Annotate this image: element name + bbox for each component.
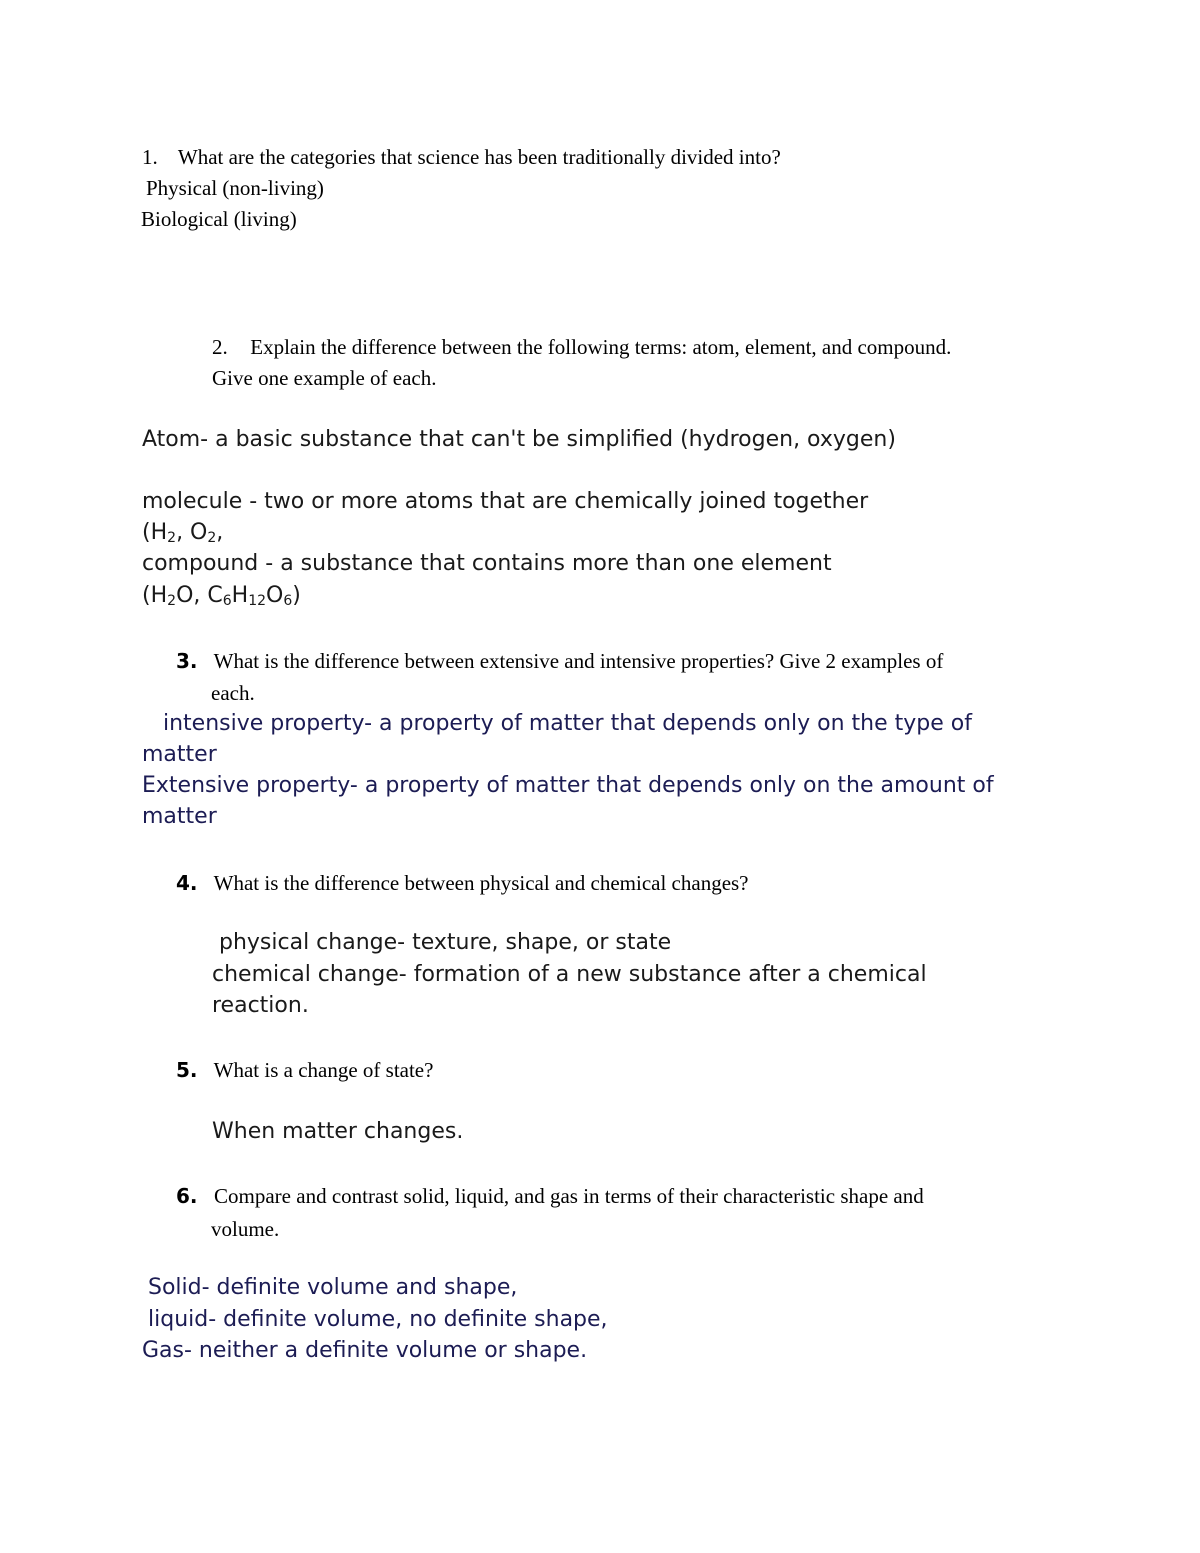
question-6 xyxy=(176,1181,924,1212)
question-2-text-line2: Give one example of each. xyxy=(212,366,437,390)
answer-4-physical: physical change- texture, shape, or state xyxy=(219,930,672,955)
question-6-number: 6. xyxy=(176,1184,198,1208)
question-3-text-line2: each. xyxy=(211,681,255,705)
answer-2-compound-examples: ($H_2O$, $C_6H_{12}O_6$) xyxy=(142,583,301,609)
question-5 xyxy=(176,1055,433,1086)
question-5-text: What is a change of state? xyxy=(213,1058,434,1082)
question-6-text-line2: volume. xyxy=(211,1217,280,1241)
question-4-number: 4. xyxy=(176,871,198,895)
question-5-number: 5. xyxy=(176,1058,198,1082)
answer-3-intensive-line2: matter xyxy=(142,742,217,767)
question-4-text: What is the difference between physical and chemical changes? xyxy=(213,871,749,895)
answer-2-atom: Atom- a basic substance that can't be simplified (hydrogen, oxygen) xyxy=(142,427,896,452)
answer-4-chemical-line2: reaction. xyxy=(212,993,309,1018)
question-2-text-line1: Explain the difference between the following terms: atom, element, and compound. xyxy=(250,335,952,359)
question-3-number: 3. xyxy=(176,649,198,673)
question-1-text: What are the categories that science has been traditionally divided into? xyxy=(177,145,781,169)
answer-3-extensive-line1: Extensive property- a property of matter that depends only on the amount of xyxy=(142,773,994,798)
question-3 xyxy=(176,646,943,677)
answer-6-liquid: liquid- definite volume, no definite shape, xyxy=(148,1307,608,1332)
answer-2-molecule-examples: ($H_2$, $O_2$, xyxy=(142,520,224,546)
answer-2-compound: compound - a substance that contains more than one element xyxy=(142,551,832,576)
question-1-number: 1. xyxy=(142,145,158,169)
question-6-text-line1: Compare and contrast solid, liquid, and gas in terms of their characteristic shape and xyxy=(214,1184,924,1208)
answer-3-extensive-line2: matter xyxy=(142,804,217,829)
question-2-number: 2. xyxy=(212,335,228,359)
answer-4-chemical-line1: chemical change- formation of a new substance after a chemical xyxy=(212,962,927,987)
answer-1-biological: Biological (living) xyxy=(141,207,297,231)
question-2 xyxy=(212,332,951,363)
answer-1-physical: Physical (non-living) xyxy=(146,176,324,200)
answer-5: When matter changes. xyxy=(212,1119,464,1144)
answer-6-gas: Gas- neither a definite volume or shape. xyxy=(142,1338,588,1363)
question-4 xyxy=(176,868,749,899)
answer-2-molecule: molecule - two or more atoms that are chemically joined together xyxy=(142,489,869,514)
answer-3-intensive-line1: intensive property- a property of matter that depends only on the type of xyxy=(163,711,972,736)
question-1 xyxy=(142,142,781,173)
question-3-text-line1: What is the difference between extensive and intensive properties? Give 2 examples of xyxy=(213,649,944,673)
answer-6-solid: Solid- definite volume and shape, xyxy=(148,1275,518,1300)
